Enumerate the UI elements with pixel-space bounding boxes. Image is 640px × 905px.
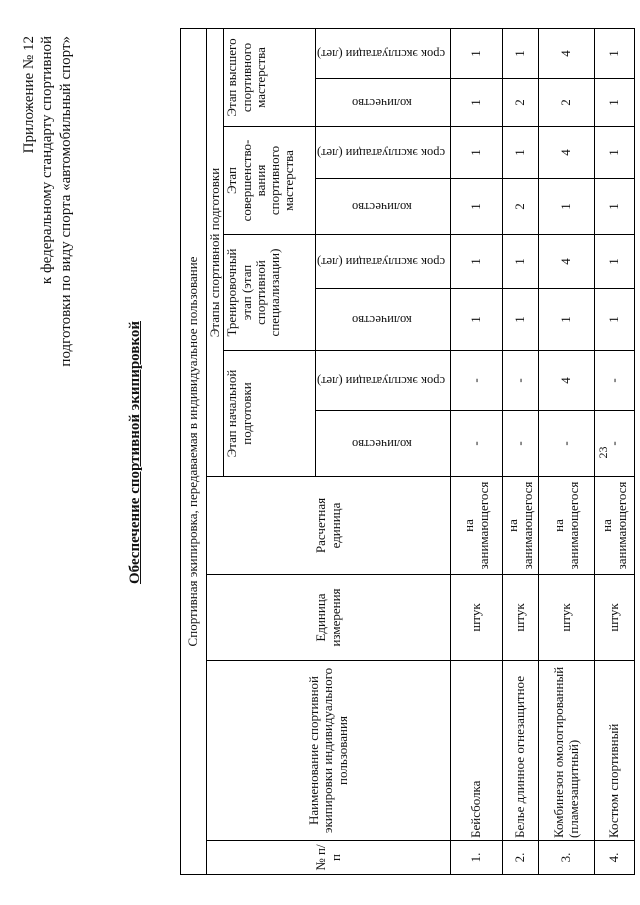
subheader-qty-text: количество [351,200,412,215]
subheader-qty-text: количество [351,313,412,328]
appendix-header [20,36,75,367]
table-caption: Спортивная экипировка, передаваемая в индивидуальное пользование [181,29,207,875]
row-unit: штук [595,575,635,661]
row-calc: на занимающегося [595,477,635,575]
subheader-qty-text: количество [351,437,412,452]
subheader-term-text: срок эксплуатации (лет) [317,146,446,161]
header-calc: Расчетная единица [207,477,451,575]
row-num: 4. [595,841,635,875]
subheader-qty [316,179,451,235]
row-unit: штук [451,575,503,661]
row-name: Белье длинное огнезащитное [503,661,539,841]
cell-value: 1 [451,127,503,179]
cell-value: 1 [595,235,635,289]
page-number: 23 [596,446,610,459]
stage-highest: Этап высшего спортивного мастерства [224,29,316,127]
cell-value: 1 [451,29,503,79]
row-calc: на занимающегося [503,477,539,575]
cell-value: 1 [595,29,635,79]
cell-value: - [503,411,539,477]
header-unit: Единица измерения [207,575,451,661]
cell-value: 4 [539,29,595,79]
cell-value: 1 [595,179,635,235]
row-calc: на занимающегося [539,477,595,575]
row-name: Бейсболка [451,661,503,841]
subheader-term-text: срок эксплуатации (лет) [317,47,446,62]
cell-value: - [451,411,503,477]
cell-value: 2 [503,79,539,127]
equipment-table [180,28,635,875]
stage-training: Тренировочный этап (этап спортивной специализации) [224,235,316,351]
cell-value: 1 [451,79,503,127]
cell-value: 1 [595,79,635,127]
cell-value: 1 [595,127,635,179]
row-num: 3. [539,841,595,875]
table-row [595,29,635,875]
row-name: Костюм спортивный [595,661,635,841]
cell-value: 1 [451,179,503,235]
cell-value: 2 [503,179,539,235]
subheader-qty [316,289,451,351]
row-name: Комбинезон омологированный (пламезащитный) [539,661,595,841]
subheader-qty [316,79,451,127]
cell-value: 1 [539,289,595,351]
subheader-qty-text: количество [351,96,412,111]
cell-value: - [451,351,503,411]
stage-initial: Этап начальной подготовки [224,351,316,477]
row-calc: на занимающегося [451,477,503,575]
document-title: Обеспечение спортивной экипировкой [127,321,143,585]
subheader-qty [316,411,451,477]
cell-value: - [503,351,539,411]
subheader-term [316,29,451,79]
table-row [539,29,595,875]
cell-value: 1 [451,235,503,289]
appendix-line-3: подготовки по виду спорта «автомобильный спорт» [57,36,74,367]
cell-value: 4 [539,235,595,289]
stage-improvement: Этап совершенство-вания спортивного мастерства [224,127,316,235]
row-num: 2. [503,841,539,875]
subheader-term-text: срок эксплуатации (лет) [317,374,446,389]
appendix-line-2: к федеральному стандарту спортивной [39,36,56,285]
cell-value: 4 [539,127,595,179]
cell-value: 1 [451,289,503,351]
cell-value: 2 [539,79,595,127]
table-row [451,29,503,875]
subheader-term [316,351,451,411]
cell-value: 1 [503,289,539,351]
subheader-term [316,235,451,289]
row-unit: штук [539,575,595,661]
cell-value: 1 [503,127,539,179]
cell-value: 4 [539,351,595,411]
cell-value: - [595,411,635,477]
row-num: 1. [451,841,503,875]
header-name: Наименование спортивной экипировки индивидуального пользования [207,661,451,841]
cell-value: 1 [595,289,635,351]
subheader-term-text: срок эксплуатации (лет) [317,255,446,270]
table-row [503,29,539,875]
cell-value: 1 [539,179,595,235]
cell-value: 1 [503,29,539,79]
header-stages: Этапы спортивной подготовки [207,29,224,477]
cell-value: - [539,411,595,477]
cell-value: 1 [503,235,539,289]
cell-value: - [595,351,635,411]
header-num: № п/п [207,841,451,875]
row-unit: штук [503,575,539,661]
appendix-line-1: Приложение № 12 [21,36,37,154]
subheader-term [316,127,451,179]
